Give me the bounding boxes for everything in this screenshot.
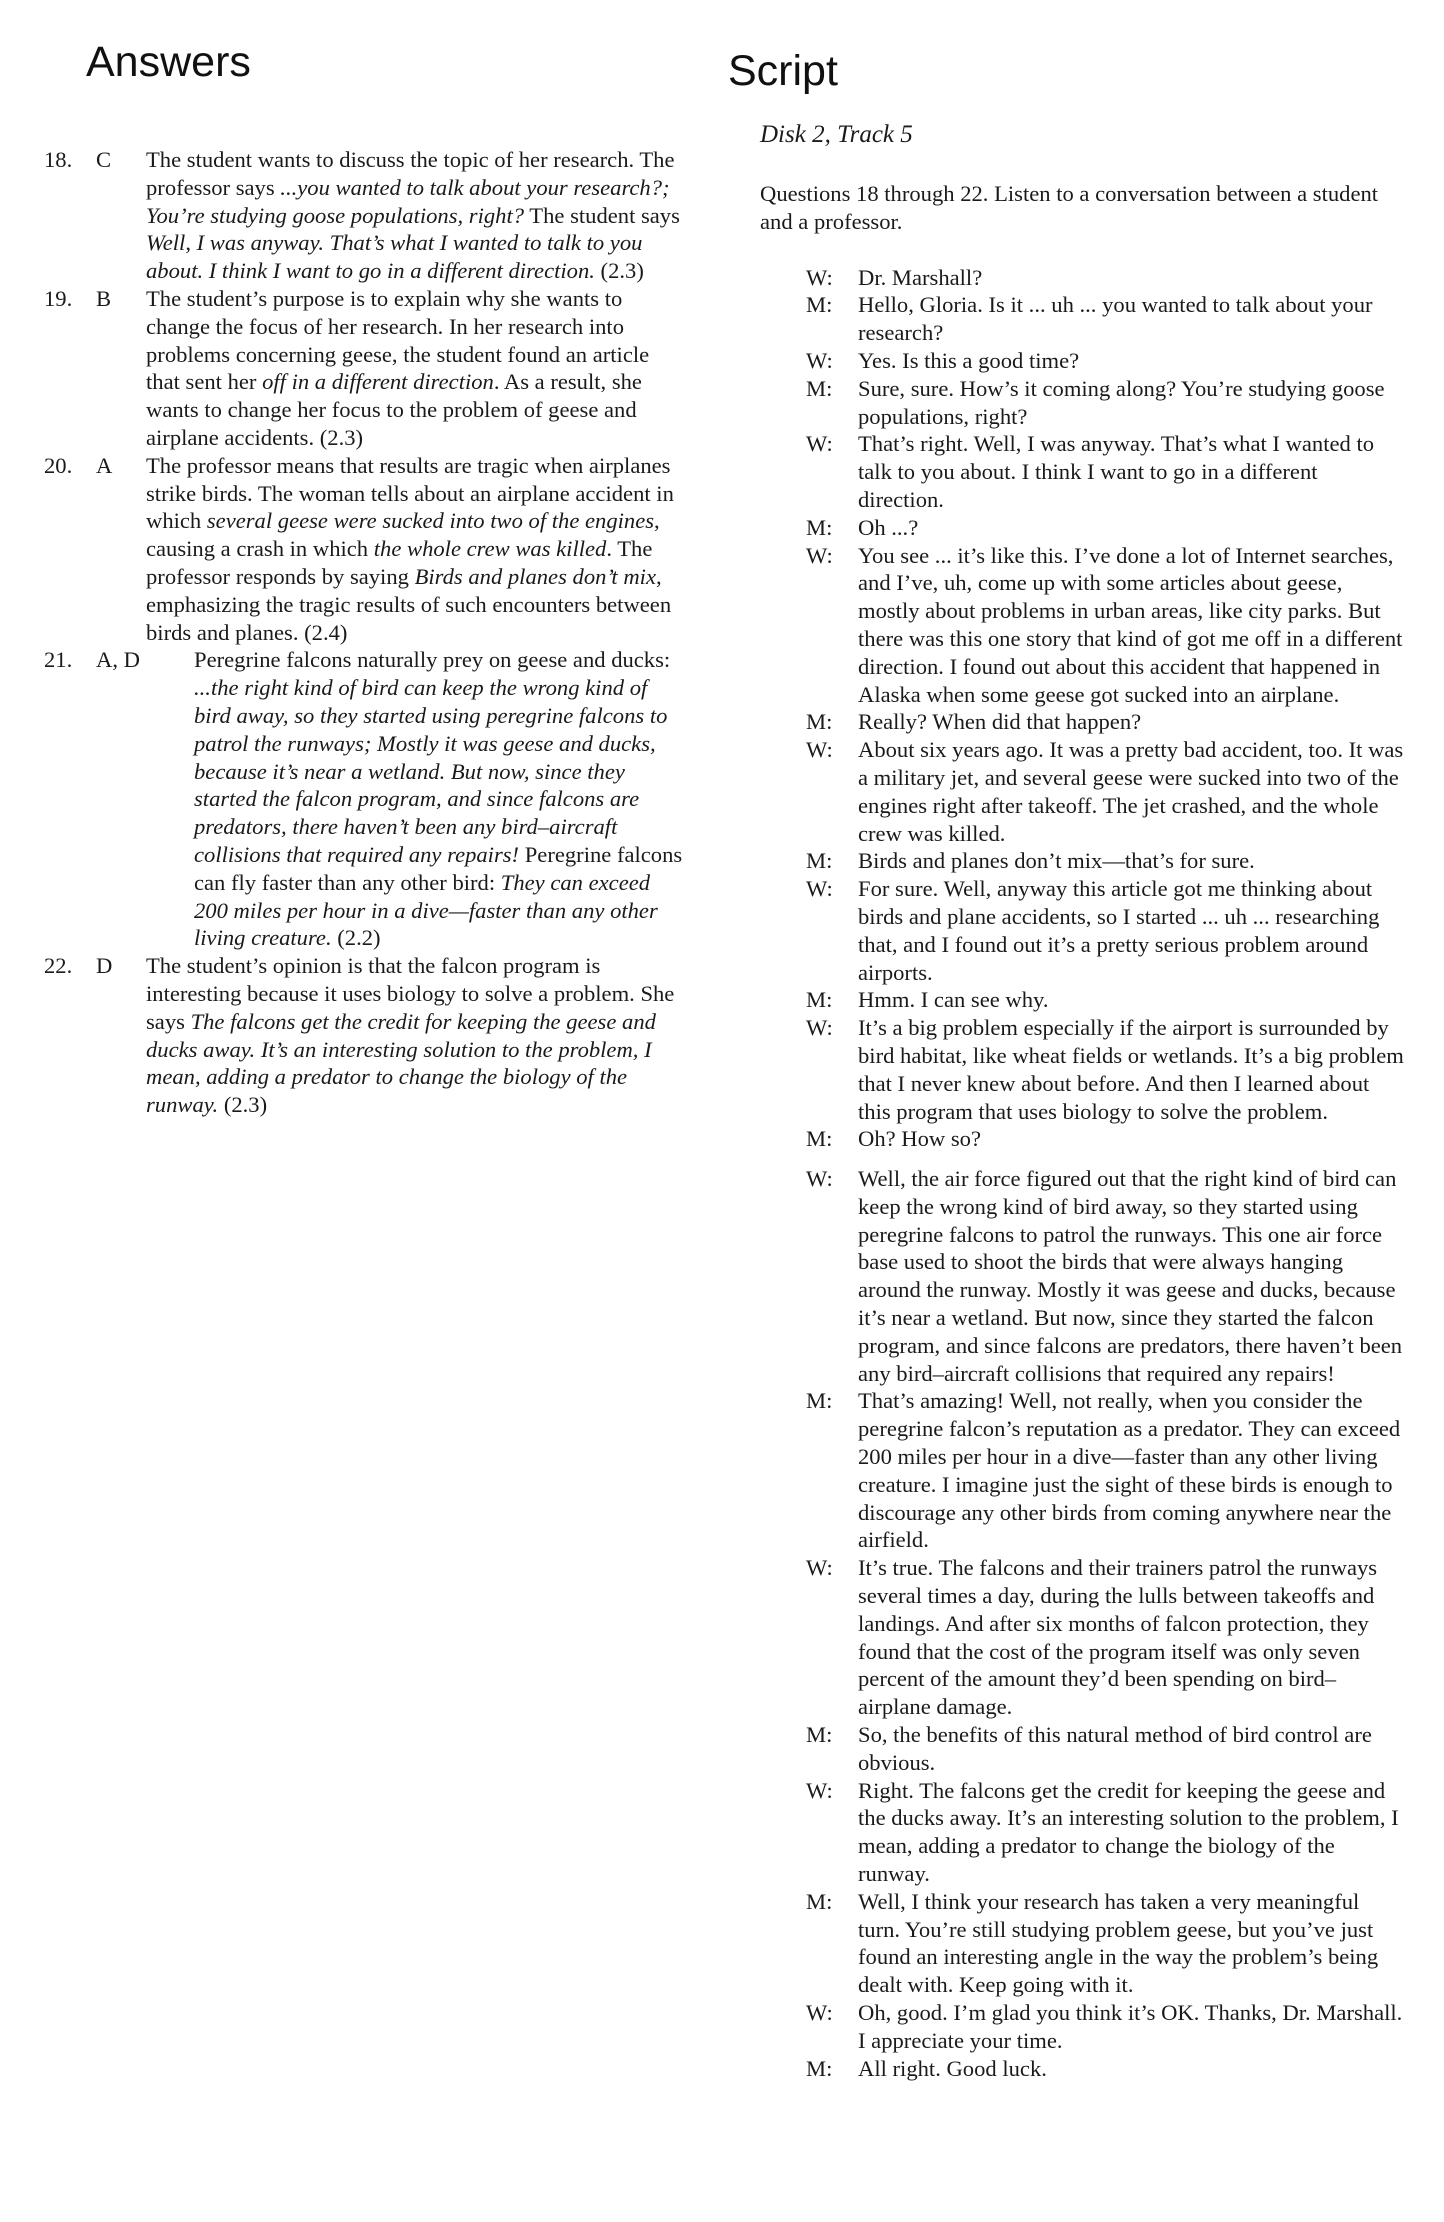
answer-number: 19. <box>44 285 73 311</box>
explanation-text: The professor means that results are tragic when airplanes strike birds. The woman tells about an airplane accident in which <box>146 452 674 534</box>
answer-explanation <box>146 952 684 1119</box>
dialogue-text: It’s a big problem especially if the airport is surrounded by bird habitat, like wheat fields or wetlands. It’s a big problem that I never knew about before. And then I learned about this program that uses biology to solve the problem. <box>858 1015 1404 1124</box>
speaker-label: W: <box>806 1015 833 1041</box>
quoted-text: Well, I was anyway. That’s what I wanted to talk to you about. I think I want to go in a different direction. <box>146 230 643 284</box>
dialogue-text: Really? When did that happen? <box>858 709 1142 735</box>
speaker-label: M: <box>806 1888 833 1914</box>
speaker-label: W: <box>806 876 833 902</box>
explanation-text: The student wants to discuss the topic of her research. The professor says <box>146 147 675 200</box>
dialogue-text: Right. The falcons get the credit for keeping the geese and the ducks away. It’s an interesting solution to the problem, I mean, adding a predator to change the biology of the runway. <box>858 1777 1399 1887</box>
speaker-label: W: <box>806 542 833 568</box>
dialogue-line <box>806 1721 1405 1777</box>
explanation-text: . As a result, she wants to change her focus to the problem of geese and airplane accidents. (2.3) <box>146 369 642 450</box>
answer-number: 21. <box>44 647 73 673</box>
speaker-label: M: <box>806 375 833 401</box>
dialogue-text: For sure. Well, anyway this article got me thinking about birds and plane accidents, so I started ... uh ... researching that, and I found out it’s a pretty serious problem around airports. <box>858 876 1380 985</box>
dialogue-line <box>806 264 1405 292</box>
dialogue-line <box>806 430 1405 513</box>
dialogue-line <box>806 736 1405 847</box>
dialogue-text: Yes. Is this a good time? <box>858 347 1080 373</box>
script-column <box>760 120 1405 2082</box>
explanation-text: Peregrine falcons can fly faster than any other bird: <box>194 841 683 895</box>
speaker-label: M: <box>806 1388 833 1414</box>
speaker-label: W: <box>806 1555 833 1581</box>
quoted-text: ...the right kind of bird can keep the wrong kind of bird away, so they started using peregrine falcons to patrol the runways; Mostly it was geese and ducks, because it’s near a wetland. But now, since they started the falcon program, and since falcons are predators, there haven’t been any bird–aircraft collisions that required any repairs! <box>194 675 668 867</box>
dialogue-text: Dr. Marshall? <box>858 264 983 290</box>
dialogue-text: Oh ...? <box>858 514 919 540</box>
dialogue-text: Sure, sure. How’s it coming along? You’re studying goose populations, right? <box>858 375 1385 429</box>
speaker-label: W: <box>806 1777 833 1803</box>
dialogue-text: Oh, good. I’m glad you think it’s OK. Thanks, Dr. Marshall. I appreciate your time. <box>858 2000 1403 2053</box>
dialogue-line <box>806 1165 1405 1387</box>
dialogue-line <box>806 375 1405 431</box>
quoted-text: the whole crew was killed <box>373 536 607 562</box>
dialogue-line <box>806 1125 1405 1153</box>
dialogue-text: That’s amazing! Well, not really, when you consider the peregrine falcon’s reputation as a predator. They can exceed 200 miles per hour in a dive—faster than any other living creature. I imagine just the sight of these birds is enough to discourage any other birds from coming anywhere near the airfield. <box>858 1388 1401 1553</box>
explanation-text: (2.3) <box>218 1092 268 1118</box>
speaker-label: M: <box>806 292 833 318</box>
speaker-label: W: <box>806 1166 833 1192</box>
dialogue-line <box>806 986 1405 1014</box>
answer-explanation <box>194 646 684 952</box>
script-heading: Script <box>728 47 838 95</box>
dialogue-text: So, the benefits of this natural method of bird control are obvious. <box>858 1722 1372 1775</box>
dialogue-line <box>806 1387 1405 1554</box>
answer-item <box>44 285 684 452</box>
speaker-label: W: <box>806 2000 833 2025</box>
answer-number: 18. <box>44 147 73 172</box>
answers-column <box>44 146 684 1119</box>
dialogue-text: You see ... it’s like this. I’ve done a lot of Internet searches, and I’ve, uh, come up with some articles about geese, mostly about problems in urban areas, like city parks. But there was this one story that kind of got me off in a different direction. I found out about this accident that happened in Alaska when some geese got sucked into an airplane. <box>858 542 1403 707</box>
explanation-text: (2.3) <box>594 258 644 284</box>
answer-choice: C <box>96 147 112 172</box>
dialogue-text: Well, the air force figured out that the right kind of bird can keep the wrong kind of bird away, so they started using peregrine falcons to patrol the runways. This one air force base used to shoot the birds that were always hanging around the runway. Mostly it was geese and ducks, because it’s near a wetland. But now, since they started the falcon program, and since falcons are predators, there haven’t been any bird–aircraft collisions that required any repairs! <box>858 1166 1403 1386</box>
answer-choice: D <box>96 953 113 979</box>
dialogue-text: Birds and planes don’t mix—that’s for sure. <box>858 848 1255 874</box>
quoted-text: Birds and planes don’t mix <box>414 563 656 589</box>
explanation-text: , causing a crash in which <box>146 508 660 562</box>
quoted-text: They can exceed 200 miles per hour in a dive—faster than any other living creature. <box>194 869 658 951</box>
answer-choice: A, D <box>96 647 140 673</box>
dialogue-line <box>806 1777 1405 1888</box>
speaker-label: M: <box>806 709 833 735</box>
answer-item <box>44 952 684 1119</box>
dialogue-text: That’s right. Well, I was anyway. That’s what I wanted to talk to you about. I think I want to go in a different direction. <box>858 431 1375 512</box>
answer-item <box>44 146 684 285</box>
dialogue-line <box>806 347 1405 375</box>
dialogue-line <box>806 847 1405 875</box>
dialogue-text: All right. Good luck. <box>858 2055 1047 2081</box>
dialogue-text: Oh? How so? <box>858 1126 981 1152</box>
dialogue-line <box>806 1014 1405 1125</box>
dialogue-line <box>806 514 1405 542</box>
script-intro: Questions 18 through 22. Listen to a conversation between a student and a professor. <box>760 181 1379 234</box>
dialogue-text: About six years ago. It was a pretty bad accident, too. It was a military jet, and several geese were sucked into two of the engines right after takeoff. The jet crashed, and the whole crew was killed. <box>858 737 1404 846</box>
dialogue-text: It’s true. The falcons and their trainers patrol the runways several times a day, during the lulls between takeoffs and landings. And after six months of falcon protection, they found that the cost of the program itself was only seven percent of the amount they’d been spending on bird–airplane damage. <box>858 1555 1378 1720</box>
track-label: Disk 2, Track 5 <box>760 121 913 148</box>
speaker-label: M: <box>806 514 833 540</box>
quoted-text: off in a different direction <box>262 369 494 395</box>
quoted-text: The falcons get the credit for keeping the geese and ducks away. It’s an interesting solution to the problem, I mean, adding a predator to change the biology of the runway. <box>146 1008 656 1118</box>
dialogue-line <box>806 542 1405 709</box>
answer-choice: A <box>96 452 113 478</box>
dialogue-text: Well, I think your research has taken a very meaningful turn. You’re still studying problem geese, but you’ve just found an interesting angle in the way the problem’s being dealt with. Keep going with it. <box>858 1888 1379 1998</box>
answer-choice: B <box>96 285 112 311</box>
speaker-label: W: <box>806 737 833 763</box>
dialogue-line <box>806 2055 1405 2083</box>
answer-item <box>44 646 684 952</box>
dialogue-line <box>806 1554 1405 1721</box>
speaker-label: M: <box>806 2055 833 2081</box>
speaker-label: W: <box>806 431 833 457</box>
explanation-text: The student’s opinion is that the falcon program is interesting because it uses biology to solve a problem. She says <box>146 953 675 1034</box>
answers-heading: Answers <box>86 38 251 86</box>
answer-item <box>44 452 684 647</box>
quoted-text: ...you wanted to talk about your research?; You’re studying goose populations, right? <box>146 174 670 228</box>
dialogue-line <box>806 875 1405 986</box>
dialogue-line <box>806 291 1405 347</box>
explanation-text: (2.2) <box>331 925 381 951</box>
explanation-text: The student’s purpose is to explain why she wants to change the focus of her research. In her research into problems concerning geese, the student found an article that sent her <box>146 285 650 395</box>
speaker-label: M: <box>806 1722 833 1748</box>
answer-explanation <box>146 146 684 285</box>
answer-explanation <box>146 285 684 452</box>
quoted-text: several geese were sucked into two of the engines <box>206 508 655 534</box>
explanation-text: . The professor responds by saying <box>146 536 653 589</box>
explanation-text: The student says <box>524 202 680 228</box>
dialogue-line <box>806 1999 1405 2055</box>
dialogue <box>806 264 1405 2083</box>
answer-number: 22. <box>44 953 73 979</box>
explanation-text: Peregrine falcons naturally prey on geese and ducks: <box>194 647 671 673</box>
answer-explanation <box>146 452 684 647</box>
dialogue-text: Hmm. I can see why. <box>858 987 1049 1013</box>
dialogue-line <box>806 1888 1405 1999</box>
dialogue-text: Hello, Gloria. Is it ... uh ... you wanted to talk about your research? <box>858 292 1373 346</box>
speaker-label: W: <box>806 264 833 290</box>
dialogue-line <box>806 708 1405 736</box>
speaker-label: M: <box>806 987 833 1013</box>
explanation-text: , emphasizing the tragic results of such encounters between birds and planes. (2.4) <box>146 563 672 645</box>
answer-number: 20. <box>44 452 73 478</box>
speaker-label: M: <box>806 848 833 874</box>
speaker-label: W: <box>806 347 833 373</box>
speaker-label: M: <box>806 1126 833 1152</box>
